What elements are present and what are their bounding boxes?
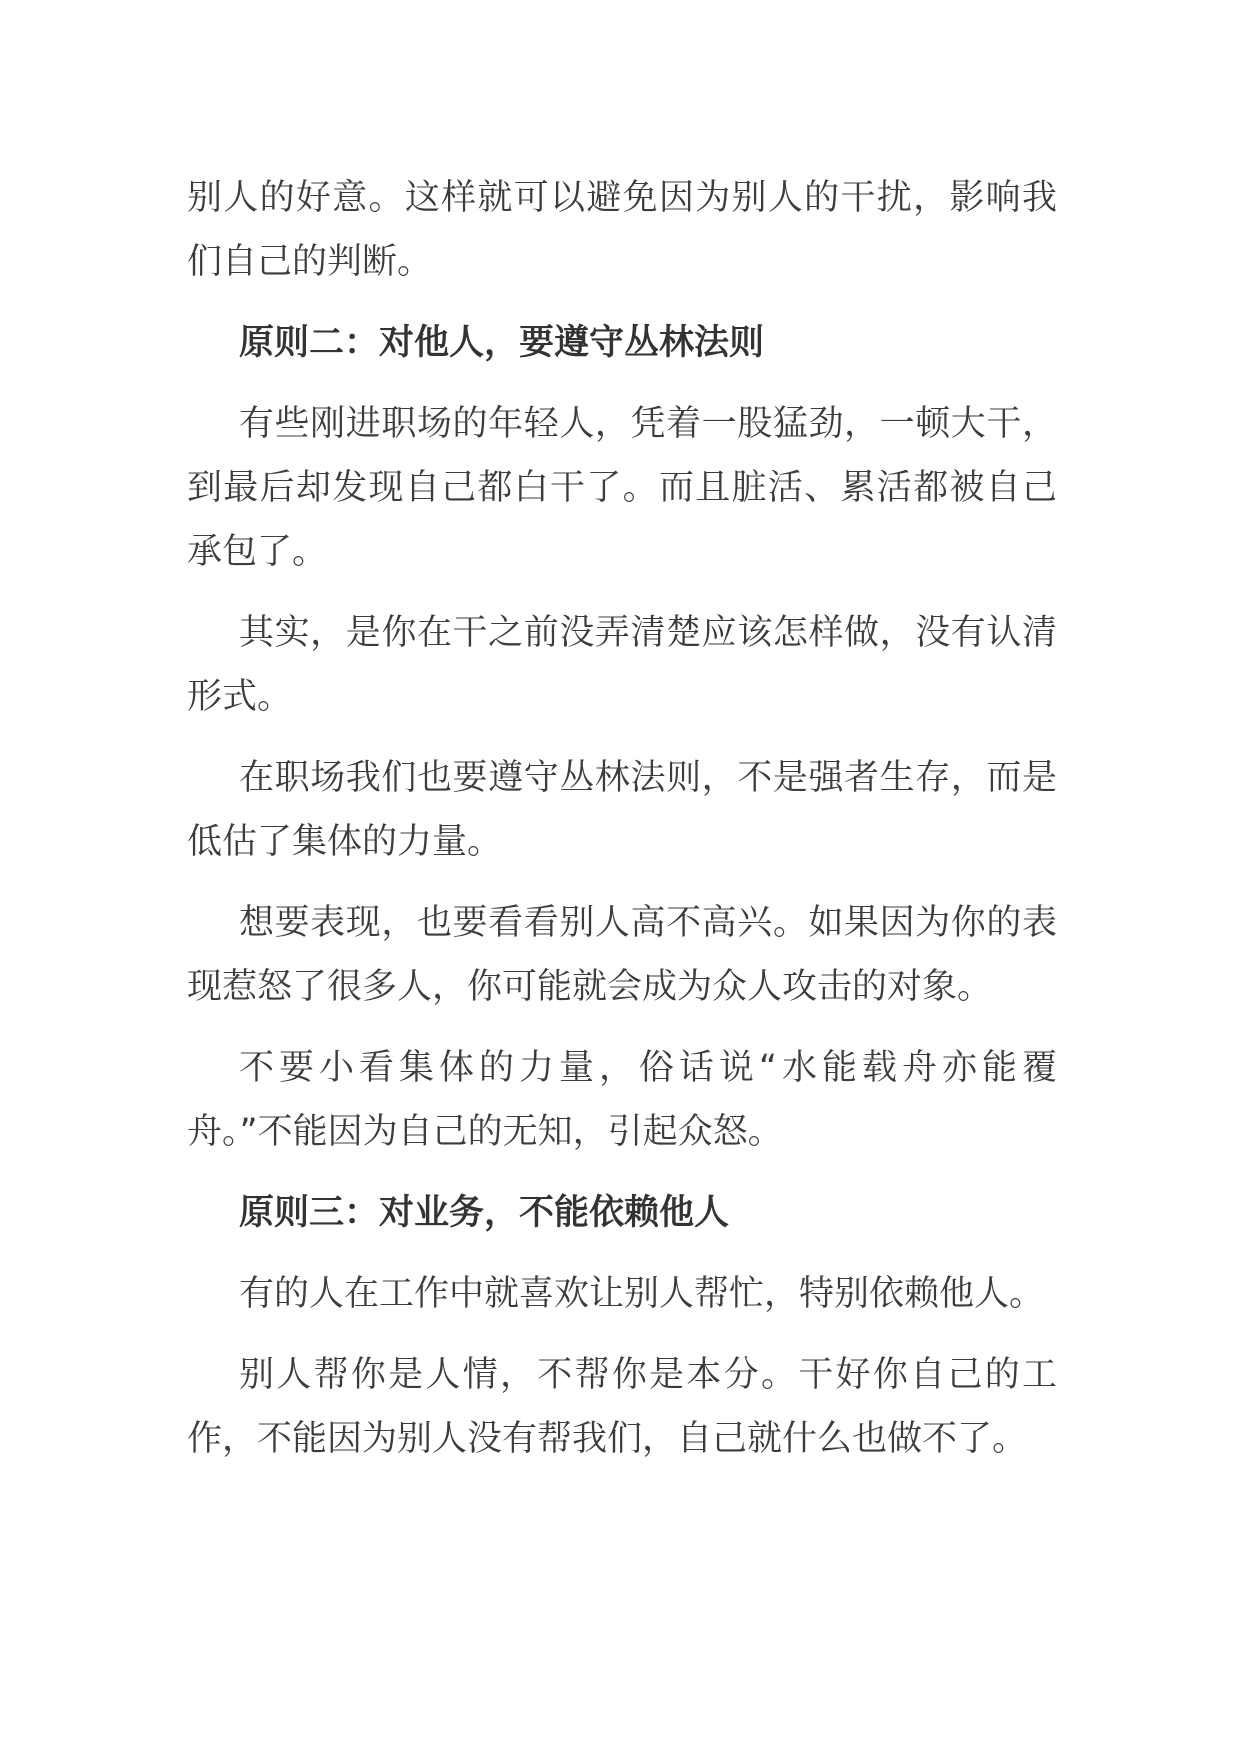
- section-heading: 原则三：对业务，不能依赖他人: [239, 1193, 730, 1233]
- paragraph: 不要小看集体的力量，俗话说“水能载舟亦能覆舟。”不能因为自己的无知，引起众怒。: [187, 1048, 1057, 1152]
- paragraph: 别人帮你是人情，不帮你是本分。干好你自己的工作，不能因为别人没有帮我们，自己就什么也做不了。: [187, 1355, 1057, 1459]
- paragraph: 其实，是你在干之前没弄清楚应该怎样做，没有认清形式。: [187, 613, 1057, 717]
- paragraph: 别人的好意。这样就可以避免因为别人的干扰，影响我们自己的判断。: [187, 178, 1057, 282]
- paragraph: 想要表现，也要看看别人高不高兴。如果因为你的表现惹怒了很多人，你可能就会成为众人攻击的对象。: [187, 903, 1057, 1007]
- paragraph: 有些刚进职场的年轻人，凭着一股猛劲，一顿大干，到最后却发现自己都白干了。而且脏活、累活都被自己承包了。: [187, 404, 1057, 572]
- document-body: [187, 166, 1057, 1488]
- paragraph: 有的人在工作中就喜欢让别人帮忙，特别依赖他人。: [239, 1274, 1045, 1314]
- paragraph: 在职场我们也要遵守丛林法则，不是强者生存，而是低估了集体的力量。: [187, 758, 1057, 862]
- section-heading: 原则二：对他人，要遵守丛林法则: [239, 323, 765, 363]
